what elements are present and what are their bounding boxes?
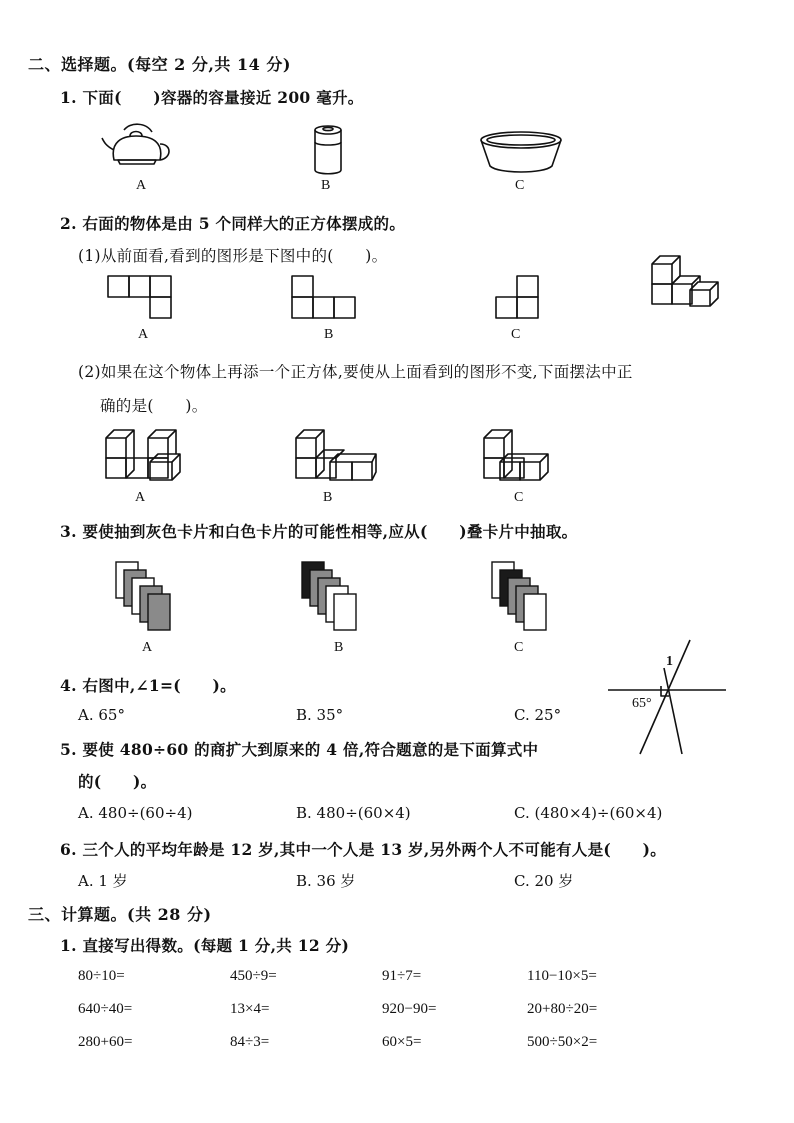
q1-option-b: B — [321, 178, 331, 193]
question-2-sub1: (1)从前面看,看到的图形是下图中的( )。 — [78, 247, 388, 265]
question-6-text: 6. 三个人的平均年龄是 12 岁,其中一个人是 13 岁,另外两个人不可能有人是( )。 — [60, 840, 667, 859]
front-view-option-a — [108, 276, 174, 320]
calc-item: 500÷50×2= — [527, 1034, 598, 1050]
front-view-option-c — [496, 276, 542, 320]
q4-option-c: C. 25° — [514, 706, 562, 724]
q3-option-a: A — [142, 640, 153, 655]
calc-item: 280+60= — [78, 1034, 133, 1050]
q2-1-option-a: A — [138, 327, 149, 342]
question-2-text: 2. 右面的物体是由 5 个同样大的正方体摆成的。 — [60, 214, 406, 233]
question-5-line2: 的( )。 — [78, 772, 157, 791]
basin-icon — [478, 130, 564, 174]
q6-option-c: C. 20 岁 — [514, 872, 574, 890]
q4-option-b: B. 35° — [296, 706, 344, 724]
q3-option-c: C — [514, 640, 524, 655]
calc-item: 640÷40= — [78, 1001, 133, 1017]
section-title-choice: 二、选择题。(每空 2 分,共 14 分) — [28, 55, 291, 74]
q2-2-option-b: B — [323, 490, 333, 505]
cube-stack-option-c — [482, 424, 566, 486]
section-title-calculation: 三、计算题。(共 28 分) — [28, 905, 212, 924]
card-stack-option-c — [488, 560, 558, 640]
q5-option-b: B. 480÷(60×4) — [296, 804, 411, 822]
calc-item: 60×5= — [382, 1034, 422, 1050]
q1-option-c: C — [515, 178, 525, 193]
can-icon — [308, 122, 348, 178]
cube-stack-reference — [650, 252, 730, 308]
q6-option-a: A. 1 岁 — [78, 872, 128, 890]
q5-option-a: A. 480÷(60÷4) — [78, 804, 193, 822]
q2-1-option-b: B — [324, 327, 334, 342]
calc-item: 91÷7= — [382, 968, 422, 984]
cube-stack-option-a — [104, 424, 186, 486]
teapot-icon — [100, 120, 175, 178]
question-2-sub2-line1: (2)如果在这个物体上再添一个正方体,要使从上面看到的图形不变,下面摆法中正 — [78, 363, 633, 381]
calc-item: 920−90= — [382, 1001, 437, 1017]
calc-item: 13×4= — [230, 1001, 270, 1017]
q6-option-b: B. 36 岁 — [296, 872, 356, 890]
q2-2-option-a: A — [135, 490, 146, 505]
cube-stack-option-b — [294, 424, 378, 486]
calc-item: 80÷10= — [78, 968, 125, 984]
card-stack-option-b — [298, 560, 368, 640]
question-1-text: 1. 下面( )容器的容量接近 200 毫升。 — [60, 88, 364, 107]
card-stack-option-a — [112, 560, 182, 640]
angle-65-label: 65° — [632, 696, 652, 711]
calc-item: 84÷3= — [230, 1034, 270, 1050]
q4-option-a: A. 65° — [78, 706, 125, 724]
question-3-text: 3. 要使抽到灰色卡片和白色卡片的可能性相等,应从( )叠卡片中抽取。 — [60, 522, 578, 541]
calc-item: 20+80÷20= — [527, 1001, 598, 1017]
q5-option-c: C. (480×4)÷(60×4) — [514, 804, 663, 822]
question-5-line1: 5. 要使 480÷60 的商扩大到原来的 4 倍,符合题意的是下面算式中 — [60, 740, 539, 759]
calc-item: 450÷9= — [230, 968, 277, 984]
question-4-text: 4. 右图中,∠1=( )。 — [60, 676, 236, 695]
q1-option-a: A — [136, 178, 147, 193]
front-view-option-b — [292, 276, 358, 320]
q2-2-option-c: C — [514, 490, 524, 505]
calc-item: 110−10×5= — [527, 968, 597, 984]
question-2-sub2-line2: 确的是( )。 — [100, 397, 208, 415]
calc-question-1-text: 1. 直接写出得数。(每题 1 分,共 12 分) — [60, 936, 350, 955]
q3-option-b: B — [334, 640, 344, 655]
q2-1-option-c: C — [511, 327, 521, 342]
angle-1-label: 1 — [666, 654, 673, 669]
